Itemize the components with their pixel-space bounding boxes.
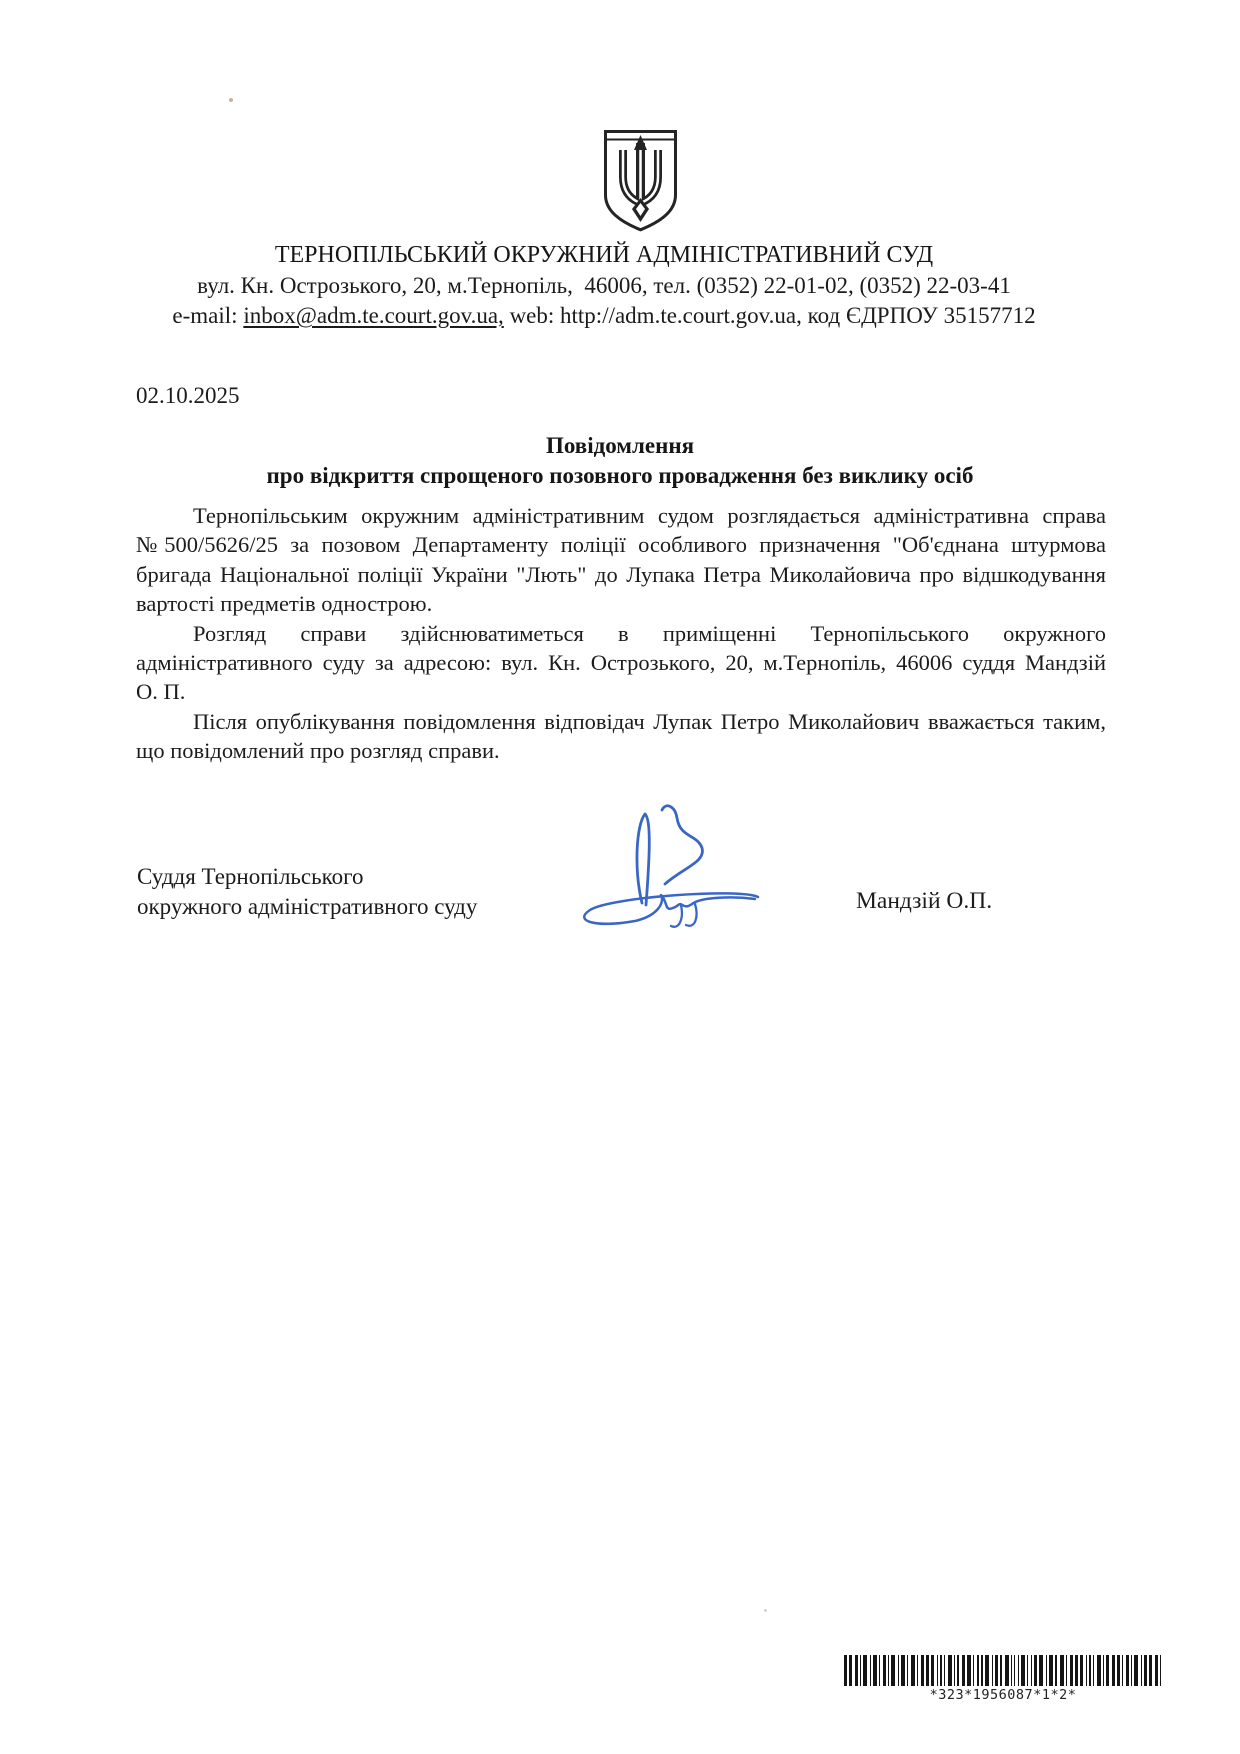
body-line: адміністративного суду за адресою: вул. Кн. Острозького, 20, м.Тернопіль, 46006 суддя Мандзій xyxy=(136,650,1106,676)
ukraine-trident-icon xyxy=(603,129,678,233)
body-line: Тернопільським окружним адміністративним судом розглядається адміністративна справа xyxy=(193,503,1106,528)
email-label: e-mail: xyxy=(172,303,244,328)
signature-icon xyxy=(565,800,775,935)
web-and-edrpou: web: http://adm.te.court.gov.ua, код ЄДРПОУ 35157712 xyxy=(503,303,1036,328)
judge-name: Мандзій О.П. xyxy=(856,888,993,914)
judge-role-line-2: окружного адміністративного суду xyxy=(137,893,478,919)
barcode xyxy=(844,1655,1162,1686)
body-line: Після опублікування повідомлення відповідач Лупак Петро Миколайович вважається таким, xyxy=(193,708,1106,734)
email-link: inbox@adm.te.court.gov.ua, xyxy=(243,303,504,328)
document-body xyxy=(136,501,1106,766)
body-line: бригада Національної поліції України "Лють" до Лупака Петра Миколайовича про відшкодування xyxy=(136,561,1106,587)
court-name: ТЕРНОПІЛЬСЬКИЙ ОКРУЖНИЙ АДМІНІСТРАТИВНИЙ СУД xyxy=(274,242,934,268)
court-address: вул. Кн. Острозького, 20, м.Тернопіль, 46006, тел. (0352) 22-01-02, (0352) 22-03-41 xyxy=(197,273,1011,298)
body-line: №500/5626/25 за позовом Департаменту поліції особливого призначення "Об'єднана штурмова xyxy=(136,532,1106,558)
scan-speck xyxy=(229,98,233,102)
document-title xyxy=(0,431,1240,491)
letterhead xyxy=(0,240,1208,331)
title-line-1: Повідомлення xyxy=(545,433,695,458)
document-date: 02.10.2025 xyxy=(136,383,240,408)
court-contacts xyxy=(0,301,1208,331)
body-line: що повідомлений про розгляд справи. xyxy=(136,738,500,764)
body-line: О. П. xyxy=(136,679,186,705)
scan-speck xyxy=(764,1609,767,1612)
judge-role-line-1: Суддя Тернопільського xyxy=(137,864,364,889)
judge-role xyxy=(137,862,477,921)
body-line: вартості предметів однострою. xyxy=(136,591,433,617)
body-line: Розгляд справи здійснюватиметься в приміщенні Тернопільського окружного xyxy=(193,620,1106,646)
barcode-text: *323*1956087*1*2* xyxy=(929,1687,1077,1703)
title-line-2: про відкриття спрощеного позовного провадження без виклику осіб xyxy=(266,463,974,488)
